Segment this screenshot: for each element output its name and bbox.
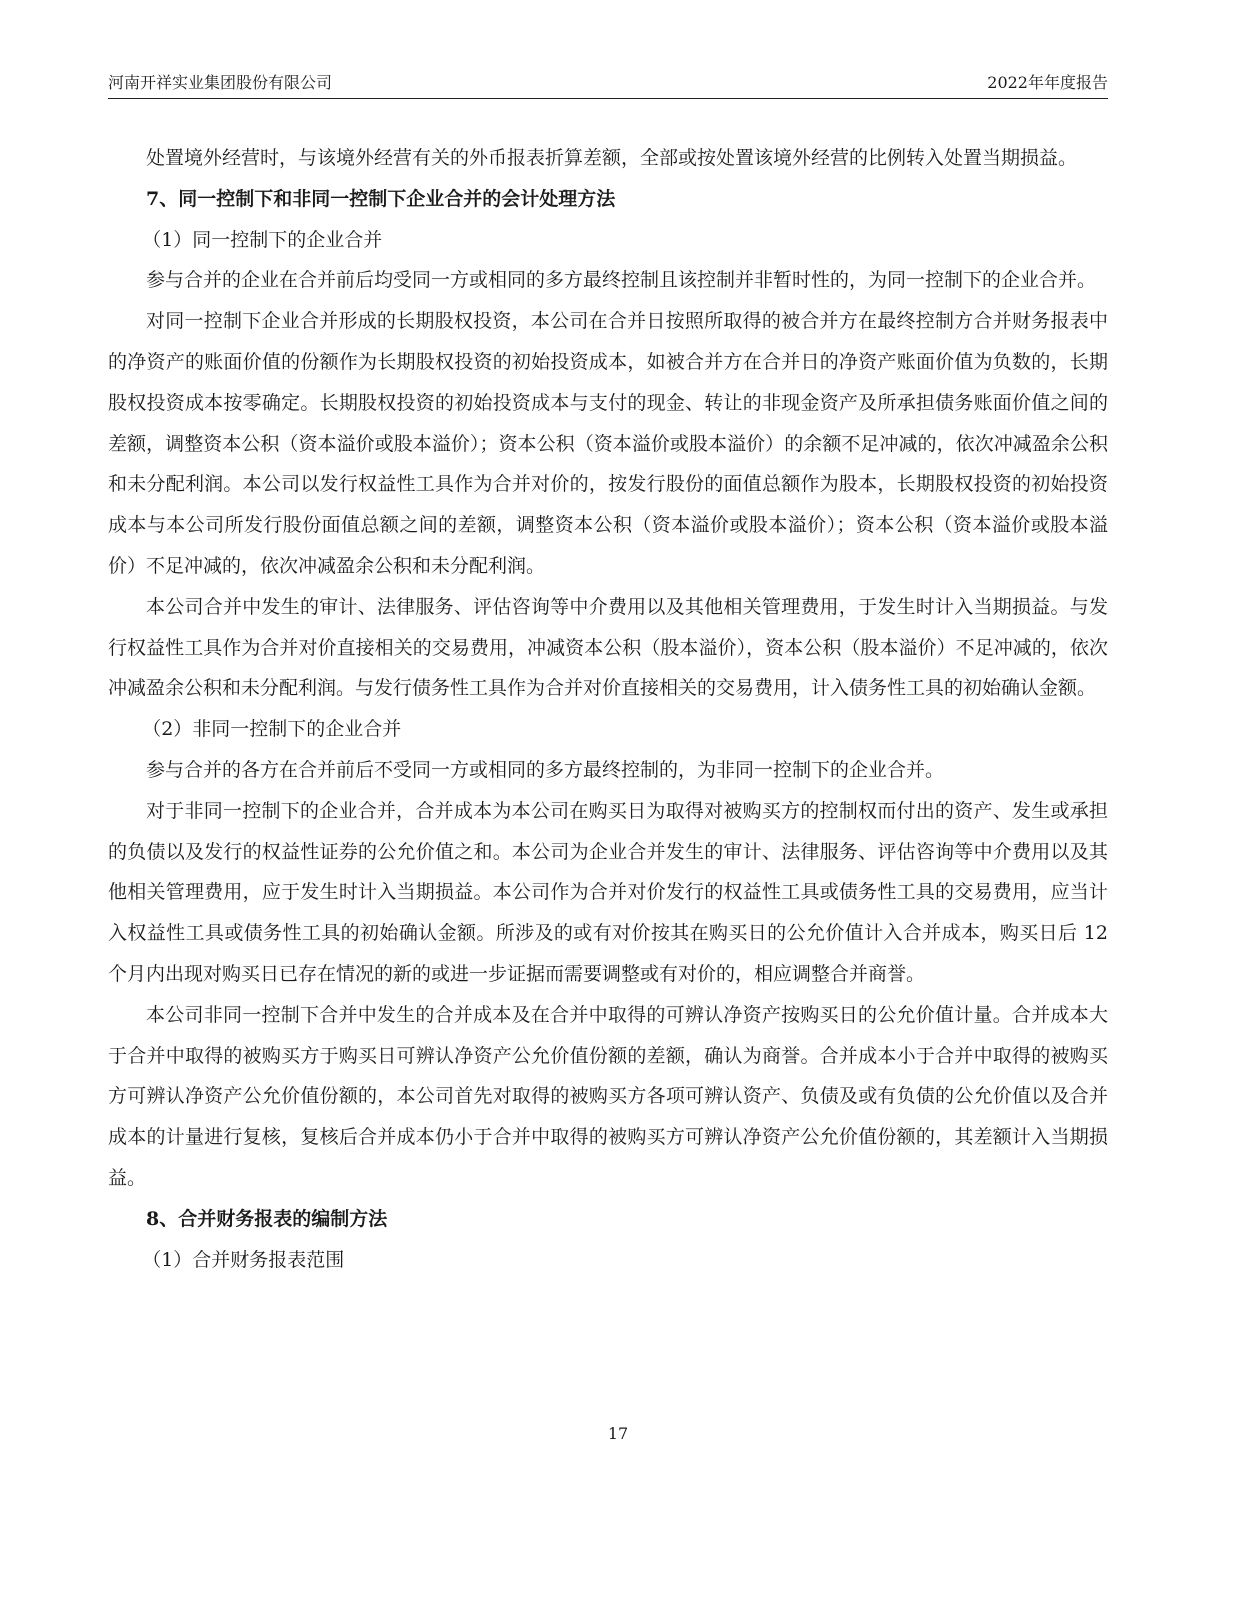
subheading-non-common-control: （2）非同一控制下的企业合并 — [142, 718, 402, 741]
document-body — [108, 138, 1108, 1280]
section-heading-8: 8、合并财务报表的编制方法 — [146, 1207, 388, 1230]
paragraph-common-control-fees: 本公司合并中发生的审计、法律服务、评估咨询等中介费用以及其他相关管理费用，于发生时计入当期损益。与发行权益性工具作为合并对价直接相关的交易费用，冲减资本公积（股本溢价），资本公积（股本溢价）不足冲减的，依次冲减盈余公积和未分配利润。与发行债务性工具作为合并对价直接相关的交易费用，计入债务性工具的初始确认金额。 — [108, 595, 1108, 700]
paragraph-common-control-definition: 参与合并的企业在合并前后均受同一方或相同的多方最终控制且该控制并非暂时性的，为同一控制下的企业合并。 — [146, 269, 1097, 292]
section-heading-7: 7、同一控制下和非同一控制下企业合并的会计处理方法 — [146, 187, 616, 210]
paragraph-non-common-control-definition: 参与合并的各方在合并前后不受同一方或相同的多方最终控制的，为非同一控制下的企业合并。 — [146, 758, 945, 781]
paragraph-foreign-disposal: 处置境外经营时，与该境外经营有关的外币报表折算差额，全部或按处置该境外经营的比例转入处置当期损益。 — [146, 147, 1078, 169]
report-title: 2022年年度报告 — [987, 73, 1108, 92]
company-name: 河南开祥实业集团股份有限公司 — [108, 73, 333, 92]
page-number: 17 — [607, 1424, 629, 1443]
paragraph-non-common-control-cost: 对于非同一控制下的企业合并，合并成本为本公司在购买日为取得对被购买方的控制权而付出的资产、发生或承担的负债以及发行的权益性证券的公允价值之和。本公司为企业合并发生的审计、法律服务、评估咨询等中介费用以及其他相关管理费用，应于发生时计入当期损益。本公司作为合并对价发行的权益性工具或债务性工具的交易费用，应当计入权益性工具或债务性工具的初始确认金额。所涉及的或有对价按其在购买日的公允价值计入合并成本，购买日后 12 个月内出现对购买日已存在情况的新的或进一步证据而需要调整或有对价的，相应调整合并商誉。 — [108, 799, 1108, 985]
subheading-consolidation-scope: （1）合并财务报表范围 — [142, 1248, 345, 1271]
page-header — [108, 70, 1108, 99]
paragraph-common-control-investment: 对同一控制下企业合并形成的长期股权投资，本公司在合并日按照所取得的被合并方在最终控制方合并财务报表中的净资产的账面价值的份额作为长期股权投资的初始投资成本，如被合并方在合并日的净资产账面价值为负数的，长期股权投资成本按零确定。长期股权投资的初始投资成本与支付的现金、转让的非现金资产及所承担债务账面价值之间的差额，调整资本公积（资本溢价或股本溢价）；资本公积（资本溢价或股本溢价）的余额不足冲减的，依次冲减盈余公积和未分配利润。本公司以发行权益性工具作为合并对价的，按发行股份的面值总额作为股本，长期股权投资的初始投资成本与本公司所发行股份面值总额之间的差额，调整资本公积（资本溢价或股本溢价）；资本公积（资本溢价或股本溢价）不足冲减的，依次冲减盈余公积和未分配利润。 — [108, 310, 1108, 577]
subheading-common-control: （1）同一控制下的企业合并 — [142, 228, 383, 251]
paragraph-goodwill: 本公司非同一控制下合并中发生的合并成本及在合并中取得的可辨认净资产按购买日的公允价值计量。合并成本大于合并中取得的被购买方于购买日可辨认净资产公允价值份额的差额，确认为商誉。合并成本小于合并中取得的被购买方可辨认净资产公允价值份额的，本公司首先对取得的被购买方各项可辨认资产、负债及或有负债的公允价值以及合并成本的计量进行复核，复核后合并成本仍小于合并中取得的被购买方可辨认净资产公允价值份额的，其差额计入当期损益。 — [108, 1003, 1108, 1189]
